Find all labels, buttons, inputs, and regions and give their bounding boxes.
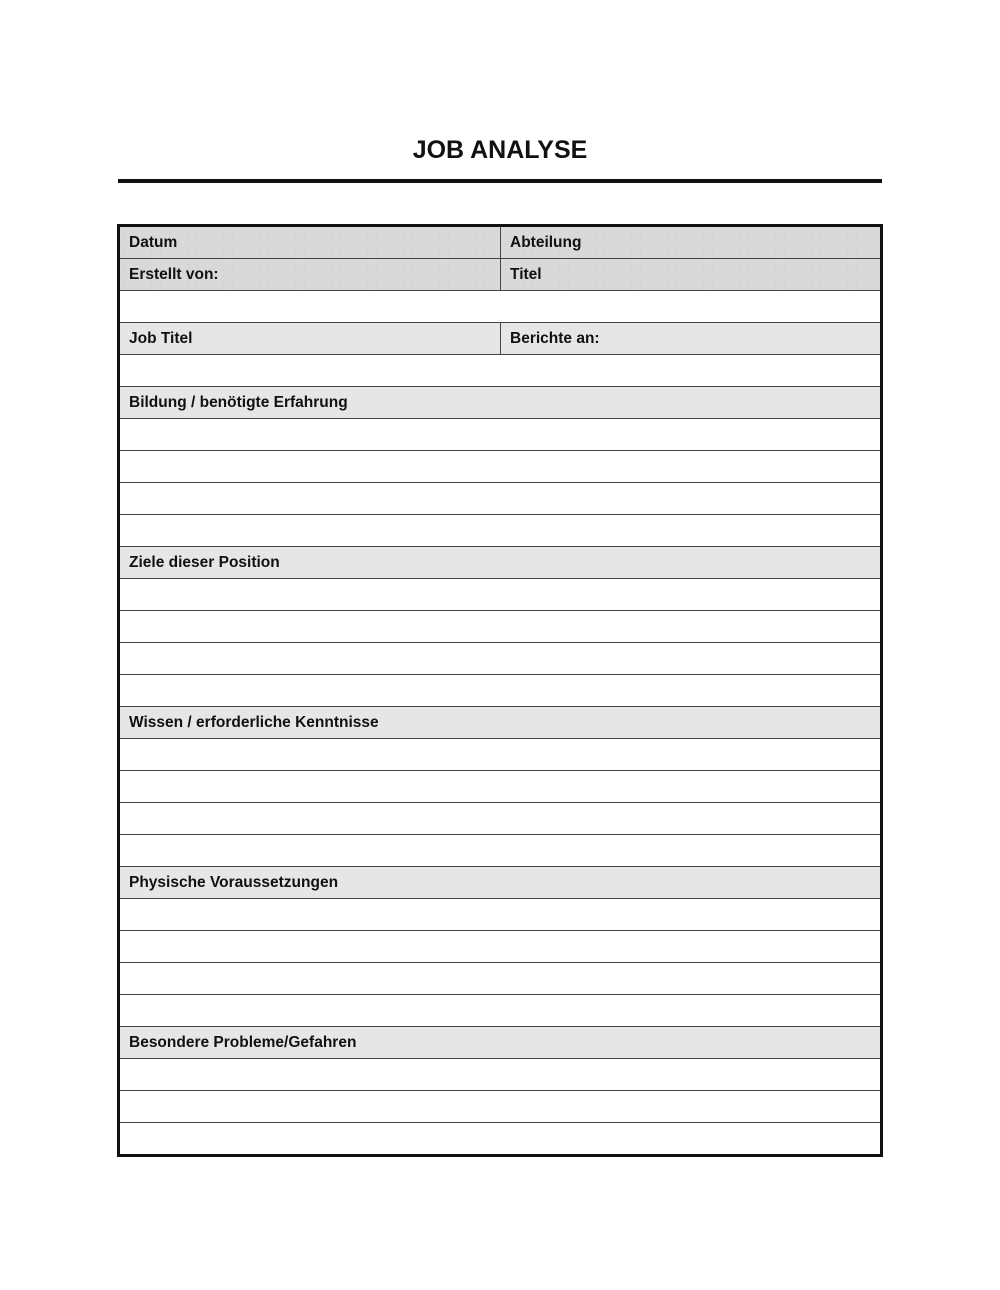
blank-line bbox=[120, 1123, 880, 1154]
section-label: Ziele dieser Position bbox=[120, 547, 880, 578]
blank-input-line[interactable] bbox=[120, 579, 880, 610]
blank-line bbox=[120, 739, 880, 771]
section-label: Bildung / benötigte Erfahrung bbox=[120, 387, 880, 418]
blank-input-line[interactable] bbox=[120, 1123, 880, 1154]
blank-line bbox=[120, 899, 880, 931]
blank-input-line[interactable] bbox=[120, 931, 880, 962]
blank-input-line[interactable] bbox=[120, 1091, 880, 1122]
blank-input-line[interactable] bbox=[120, 483, 880, 514]
titel-field[interactable] bbox=[500, 259, 880, 290]
blank-line bbox=[120, 515, 880, 547]
title-divider bbox=[118, 179, 882, 183]
berichte-an-field bbox=[500, 323, 880, 354]
blank-line bbox=[120, 579, 880, 611]
blank-line bbox=[120, 1091, 880, 1123]
section-header-wissen bbox=[120, 707, 880, 739]
section-header-physische bbox=[120, 867, 880, 899]
section-header-bildung bbox=[120, 387, 880, 419]
section-header-ziele bbox=[120, 547, 880, 579]
blank-line bbox=[120, 995, 880, 1027]
blank-input-line[interactable] bbox=[120, 771, 880, 802]
form-row-job-titel-berichte bbox=[120, 323, 880, 355]
blank-input-line[interactable] bbox=[120, 643, 880, 674]
blank-line bbox=[120, 451, 880, 483]
section-header-besondere bbox=[120, 1027, 880, 1059]
blank-line bbox=[120, 771, 880, 803]
blank-input-line[interactable] bbox=[120, 675, 880, 706]
blank-line bbox=[120, 291, 880, 323]
blank-line bbox=[120, 963, 880, 995]
datum-label: Datum bbox=[129, 233, 178, 251]
job-titel-label: Job Titel bbox=[129, 329, 193, 347]
blank-line bbox=[120, 1059, 880, 1091]
section-label: Wissen / erforderliche Kenntnisse bbox=[120, 707, 880, 738]
blank-line bbox=[120, 611, 880, 643]
blank-input-line[interactable] bbox=[120, 611, 880, 642]
erstellt-von-field[interactable] bbox=[120, 259, 500, 290]
abteilung-field[interactable] bbox=[500, 227, 880, 258]
abteilung-label: Abteilung bbox=[510, 233, 582, 251]
blank-line bbox=[120, 419, 880, 451]
blank-line bbox=[120, 483, 880, 515]
blank-input-line[interactable] bbox=[120, 515, 880, 546]
berichte-an-label: Berichte an: bbox=[510, 329, 600, 347]
blank-input-line[interactable] bbox=[120, 1059, 880, 1090]
blank-input-line[interactable] bbox=[120, 995, 880, 1026]
blank-input-line[interactable] bbox=[120, 803, 880, 834]
blank-line bbox=[120, 803, 880, 835]
blank-line bbox=[120, 675, 880, 707]
blank-line bbox=[120, 643, 880, 675]
blank-input-line[interactable] bbox=[120, 963, 880, 994]
blank-line bbox=[120, 931, 880, 963]
titel-label: Titel bbox=[510, 265, 542, 283]
job-titel-field bbox=[120, 323, 500, 354]
job-analysis-form bbox=[117, 224, 883, 1157]
blank-input-line[interactable] bbox=[120, 899, 880, 930]
blank-input-line[interactable] bbox=[120, 835, 880, 866]
blank-line bbox=[120, 355, 880, 387]
section-label: Besondere Probleme/Gefahren bbox=[120, 1027, 880, 1058]
section-label: Physische Voraussetzungen bbox=[120, 867, 880, 898]
form-row-erstellt-titel bbox=[120, 259, 880, 291]
datum-field[interactable] bbox=[120, 227, 500, 258]
blank-input-line[interactable] bbox=[120, 291, 880, 322]
blank-input-line[interactable] bbox=[120, 355, 880, 386]
blank-input-line[interactable] bbox=[120, 451, 880, 482]
page-title: JOB ANALYSE bbox=[412, 136, 588, 164]
blank-input-line[interactable] bbox=[120, 739, 880, 770]
erstellt-von-label: Erstellt von: bbox=[129, 265, 219, 283]
blank-input-line[interactable] bbox=[120, 419, 880, 450]
form-row-datum-abteilung bbox=[120, 227, 880, 259]
blank-line bbox=[120, 835, 880, 867]
